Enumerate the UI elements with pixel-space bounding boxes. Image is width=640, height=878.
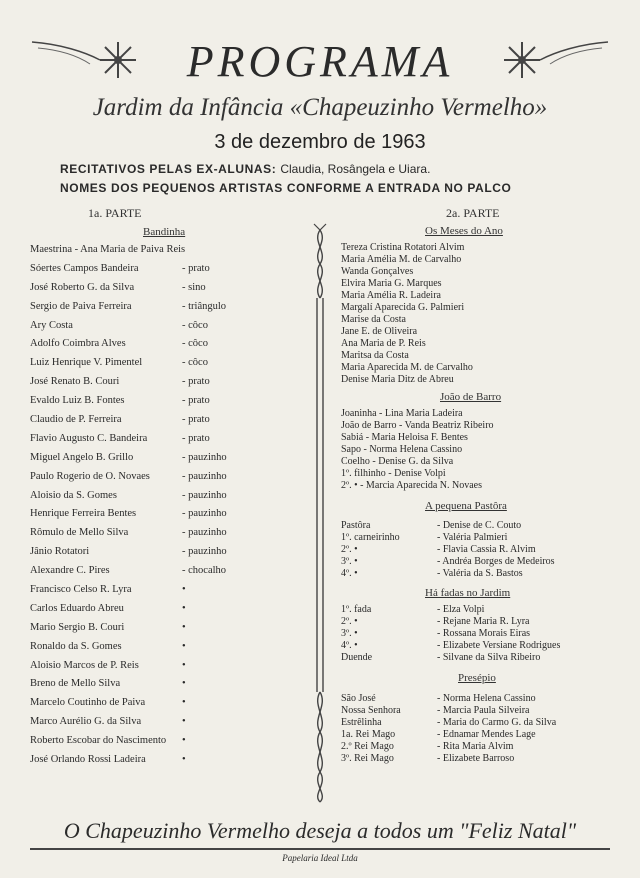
instrument: • bbox=[182, 754, 186, 766]
performer-entry: Joaninha - Lina Maria Ladeira bbox=[341, 408, 463, 419]
fadas-heading: Há fadas no Jardim bbox=[425, 587, 511, 599]
instrument: - pauzinho bbox=[182, 451, 227, 463]
performer-name: Jânio Rotatori bbox=[30, 546, 90, 558]
printer-credit: Papelaria Ideal Ltda bbox=[282, 853, 358, 863]
instrument: - côco bbox=[182, 319, 208, 331]
instrument: - pauzinho bbox=[182, 470, 227, 482]
role-row bbox=[341, 652, 631, 664]
instrument: - prato bbox=[182, 414, 210, 426]
closing-message: O Chapeuzinho Vermelho deseja a todos um "Feliz Natal" bbox=[63, 818, 577, 843]
bandinha-row bbox=[30, 471, 305, 490]
presepio-heading: Presépio bbox=[458, 672, 496, 684]
performer-entry: Coelho - Denise G. da Silva bbox=[341, 456, 454, 467]
instrument: - triângulo bbox=[182, 300, 227, 312]
instrument: • bbox=[182, 678, 186, 690]
list-item bbox=[341, 408, 631, 420]
instrument: • bbox=[182, 659, 186, 671]
instrument: • bbox=[182, 735, 186, 747]
bandinha-row bbox=[30, 641, 305, 660]
performer-entry: Marise da Costa bbox=[341, 314, 406, 325]
performer-name: Carlos Eduardo Abreu bbox=[30, 602, 124, 614]
performer-name: Maestrina - Ana Maria de Paiva Reis bbox=[30, 244, 186, 255]
role-row bbox=[341, 717, 631, 729]
instrument: - pauzinho bbox=[182, 546, 227, 558]
event-date: 3 de dezembro de 1963 bbox=[214, 131, 426, 153]
performer-entry: Denise Maria Ditz de Abreu bbox=[341, 374, 454, 385]
performer-name: Mario Sergio B. Couri bbox=[30, 621, 125, 633]
performer-entry: Maria Amélia R. Ladeira bbox=[341, 290, 441, 301]
list-item bbox=[341, 290, 631, 302]
performer-name: Paulo Rogerio de O. Novaes bbox=[30, 470, 150, 482]
performer-name: Marcelo Coutinho de Paiva bbox=[30, 697, 146, 709]
performer-entry: Sapo - Norma Helena Cassino bbox=[341, 444, 463, 455]
performer-name: Flavio Augusto C. Bandeira bbox=[30, 432, 148, 444]
role-row bbox=[341, 520, 631, 532]
instrument: - prato bbox=[182, 376, 210, 388]
role-label: 4º. • bbox=[341, 640, 358, 651]
bandinha-row bbox=[30, 508, 305, 527]
performer-name: - Andréa Borges de Medeiros bbox=[437, 556, 555, 567]
role-label: 1º. fada bbox=[341, 604, 372, 615]
performer-name: Claudio de P. Ferreira bbox=[30, 414, 122, 426]
instrument: - prato bbox=[182, 262, 210, 274]
bandinha-row bbox=[30, 678, 305, 697]
meses-list bbox=[341, 242, 631, 386]
instrument: - sino bbox=[182, 281, 206, 293]
role-row bbox=[341, 544, 631, 556]
performer-entry: Maritsa da Costa bbox=[341, 350, 409, 361]
pastora-list bbox=[341, 520, 631, 580]
bandinha-row bbox=[30, 301, 305, 320]
role-label: 3º. • bbox=[341, 628, 358, 639]
performer-name: Ary Costa bbox=[30, 319, 73, 331]
instrument: - chocalho bbox=[182, 565, 227, 577]
vine-divider-icon bbox=[308, 222, 332, 807]
performer-entry: Sabiá - Maria Heloisa F. Bentes bbox=[341, 432, 468, 443]
role-label: 2º. • bbox=[341, 616, 358, 627]
performer-name: - Ednamar Mendes Lage bbox=[437, 729, 536, 740]
list-item bbox=[341, 350, 631, 362]
performer-name: - Rita Maria Alvim bbox=[437, 741, 514, 752]
role-label: 1º. carneirinho bbox=[341, 532, 400, 543]
bandinha-row bbox=[30, 357, 305, 376]
performer-name: - Flavia Cassia R. Alvim bbox=[437, 544, 536, 555]
instrument: - pauzinho bbox=[182, 489, 227, 501]
list-item bbox=[341, 302, 631, 314]
instrument: • bbox=[182, 584, 186, 596]
performer-name: - Norma Helena Cassino bbox=[437, 693, 536, 704]
performer-name: Adolfo Coimbra Alves bbox=[30, 338, 126, 350]
performer-name: Alexandre C. Pires bbox=[30, 565, 110, 577]
bandinha-row bbox=[30, 490, 305, 509]
performer-name: Marco Aurélio G. da Silva bbox=[30, 716, 142, 728]
part-two-heading: 2a. PARTE bbox=[446, 206, 500, 220]
performer-name: Sergio de Paiva Ferreira bbox=[30, 300, 132, 312]
bandinha-row bbox=[30, 452, 305, 471]
pastora-heading: A pequena Pastôra bbox=[425, 500, 507, 512]
role-label: 3º. Rei Mago bbox=[341, 753, 394, 764]
bandinha-row bbox=[30, 282, 305, 301]
performer-entry: 2º. • - Marcia Aparecida N. Novaes bbox=[341, 480, 482, 491]
bandinha-row bbox=[30, 716, 305, 735]
instrument: - prato bbox=[182, 432, 210, 444]
role-row bbox=[341, 556, 631, 568]
bandinha-heading: Bandinha bbox=[143, 226, 186, 238]
list-item bbox=[341, 374, 631, 386]
bandinha-row bbox=[30, 584, 305, 603]
performer-name: Rômulo de Mello Silva bbox=[30, 527, 129, 539]
joao-heading: João de Barro bbox=[440, 391, 502, 403]
role-label: Nossa Senhora bbox=[341, 705, 401, 716]
bandinha-row bbox=[30, 414, 305, 433]
performer-name: Aloisio da S. Gomes bbox=[30, 489, 117, 501]
performer-entry: Elvira Maria G. Marques bbox=[341, 278, 442, 289]
bandinha-row bbox=[30, 546, 305, 565]
instrument: - pauzinho bbox=[182, 508, 227, 520]
list-item bbox=[341, 314, 631, 326]
role-row bbox=[341, 640, 631, 652]
performer-name: Roberto Escobar do Nascimento bbox=[30, 735, 167, 747]
bandinha-row bbox=[30, 395, 305, 414]
performer-name: - Maria do Carmo G. da Silva bbox=[437, 717, 557, 728]
list-item bbox=[341, 456, 631, 468]
performer-entry: Tereza Cristina Rotatori Alvim bbox=[341, 242, 465, 253]
instrument: • bbox=[182, 640, 186, 652]
bandinha-row bbox=[30, 697, 305, 716]
recitativos-label: RECITATIVOS PELAS EX-ALUNAS: bbox=[60, 162, 277, 176]
role-label: 2.º Rei Mago bbox=[341, 741, 394, 752]
performer-name: Luiz Henrique V. Pimentel bbox=[30, 357, 143, 369]
bandinha-row bbox=[30, 660, 305, 679]
bandinha-row bbox=[30, 433, 305, 452]
role-row bbox=[341, 604, 631, 616]
role-label: São José bbox=[341, 693, 376, 704]
instrument: - pauzinho bbox=[182, 527, 227, 539]
performer-name: José Orlando Rossi Ladeira bbox=[30, 754, 146, 766]
bandinha-row bbox=[30, 244, 305, 263]
footer-rule bbox=[30, 848, 610, 850]
instrument: • bbox=[182, 697, 186, 709]
performer-name: Francisco Celso R. Lyra bbox=[30, 584, 132, 596]
role-label: Duende bbox=[341, 652, 373, 663]
instrument: • bbox=[182, 621, 186, 633]
school-name: Jardim da Infância «Chapeuzinho Vermelho» bbox=[92, 94, 548, 121]
role-label: Estrêlinha bbox=[341, 717, 382, 728]
part-one-heading: 1a. PARTE bbox=[88, 206, 142, 220]
instrument: • bbox=[182, 716, 186, 728]
performer-name: Aloisio Marcos de P. Reis bbox=[30, 659, 139, 671]
list-item bbox=[341, 480, 631, 492]
list-item bbox=[341, 338, 631, 350]
fadas-list bbox=[341, 604, 631, 664]
role-row bbox=[341, 729, 631, 741]
recitativos-names: Claudia, Rosângela e Uiara. bbox=[280, 162, 431, 176]
performer-name: Henrique Ferreira Bentes bbox=[30, 508, 137, 520]
performer-entry: Maria Aparecida M. de Carvalho bbox=[341, 362, 473, 373]
performer-name: Miguel Angelo B. Grillo bbox=[30, 451, 134, 463]
performer-entry: Wanda Gonçalves bbox=[341, 266, 414, 277]
performer-entry: João de Barro - Vanda Beatriz Ribeiro bbox=[341, 420, 494, 431]
performer-name: Breno de Mello Silva bbox=[30, 678, 121, 690]
role-row bbox=[341, 616, 631, 628]
performer-name: - Elizabete Versiane Rodrigues bbox=[437, 640, 561, 651]
bandinha-row bbox=[30, 376, 305, 395]
bandinha-row bbox=[30, 338, 305, 357]
list-item bbox=[341, 266, 631, 278]
performer-name: - Valéria Palmieri bbox=[437, 532, 508, 543]
performer-name: Sóertes Campos Bandeira bbox=[30, 262, 139, 274]
role-row bbox=[341, 693, 631, 705]
bandinha-row bbox=[30, 263, 305, 282]
role-label: 1a. Rei Mago bbox=[341, 729, 396, 740]
performer-name: - Marcia Paula Silveira bbox=[437, 705, 530, 716]
list-item bbox=[341, 420, 631, 432]
bandinha-row bbox=[30, 565, 305, 584]
performer-name: - Valéria da S. Bastos bbox=[437, 568, 523, 579]
performer-name: - Rossana Morais Eiras bbox=[437, 628, 531, 639]
instrument: - côco bbox=[182, 338, 208, 350]
bandinha-row bbox=[30, 320, 305, 339]
bandinha-row bbox=[30, 622, 305, 641]
bandinha-row bbox=[30, 603, 305, 622]
list-item bbox=[341, 326, 631, 338]
performer-name: Ronaldo da S. Gomes bbox=[30, 640, 122, 652]
list-item bbox=[341, 254, 631, 266]
bandinha-row bbox=[30, 754, 305, 773]
role-row bbox=[341, 532, 631, 544]
role-label: 4º. • bbox=[341, 568, 358, 579]
instrument: - côco bbox=[182, 357, 208, 369]
meses-heading: Os Meses do Ano bbox=[425, 225, 503, 237]
presepio-list bbox=[341, 693, 631, 765]
role-label: Pastôra bbox=[341, 520, 371, 531]
performer-entry: Margalí Aparecida G. Palmieri bbox=[341, 302, 465, 313]
role-row bbox=[341, 753, 631, 765]
performer-name: - Silvane da Silva Ribeiro bbox=[437, 652, 541, 663]
performer-name: - Rejane Maria R. Lyra bbox=[437, 616, 530, 627]
role-row bbox=[341, 705, 631, 717]
performer-entry: Jane E. de Oliveira bbox=[341, 326, 418, 337]
joao-list bbox=[341, 408, 631, 492]
list-item bbox=[341, 242, 631, 254]
performer-name: - Elizabete Barroso bbox=[437, 753, 515, 764]
performer-name: José Roberto G. da Silva bbox=[30, 281, 135, 293]
performer-entry: 1º. filhinho - Denise Volpi bbox=[341, 468, 446, 479]
nomes-line: NOMES DOS PEQUENOS ARTISTAS CONFORME A ENTRADA NO PALCO bbox=[60, 181, 512, 195]
performer-entry: Maria Amélia M. de Carvalho bbox=[341, 254, 462, 265]
bandinha-row bbox=[30, 527, 305, 546]
performer-name: Evaldo Luiz B. Fontes bbox=[30, 395, 125, 407]
role-row bbox=[341, 741, 631, 753]
role-row bbox=[341, 628, 631, 640]
bandinha-list bbox=[30, 244, 305, 773]
role-row bbox=[341, 568, 631, 580]
instrument: • bbox=[182, 602, 186, 614]
role-label: 3º. • bbox=[341, 556, 358, 567]
list-item bbox=[341, 278, 631, 290]
performer-name: - Denise de C. Couto bbox=[437, 520, 522, 531]
list-item bbox=[341, 444, 631, 456]
list-item bbox=[341, 432, 631, 444]
list-item bbox=[341, 362, 631, 374]
performer-name: José Renato B. Couri bbox=[30, 376, 120, 388]
recitativos-line bbox=[60, 162, 430, 176]
bandinha-row bbox=[30, 735, 305, 754]
performer-name: - Elza Volpi bbox=[437, 604, 485, 615]
performer-entry: Ana Maria de P. Reis bbox=[341, 338, 426, 349]
program-title: PROGRAMA bbox=[186, 37, 454, 86]
instrument: - prato bbox=[182, 395, 210, 407]
list-item bbox=[341, 468, 631, 480]
role-label: 2º. • bbox=[341, 544, 358, 555]
